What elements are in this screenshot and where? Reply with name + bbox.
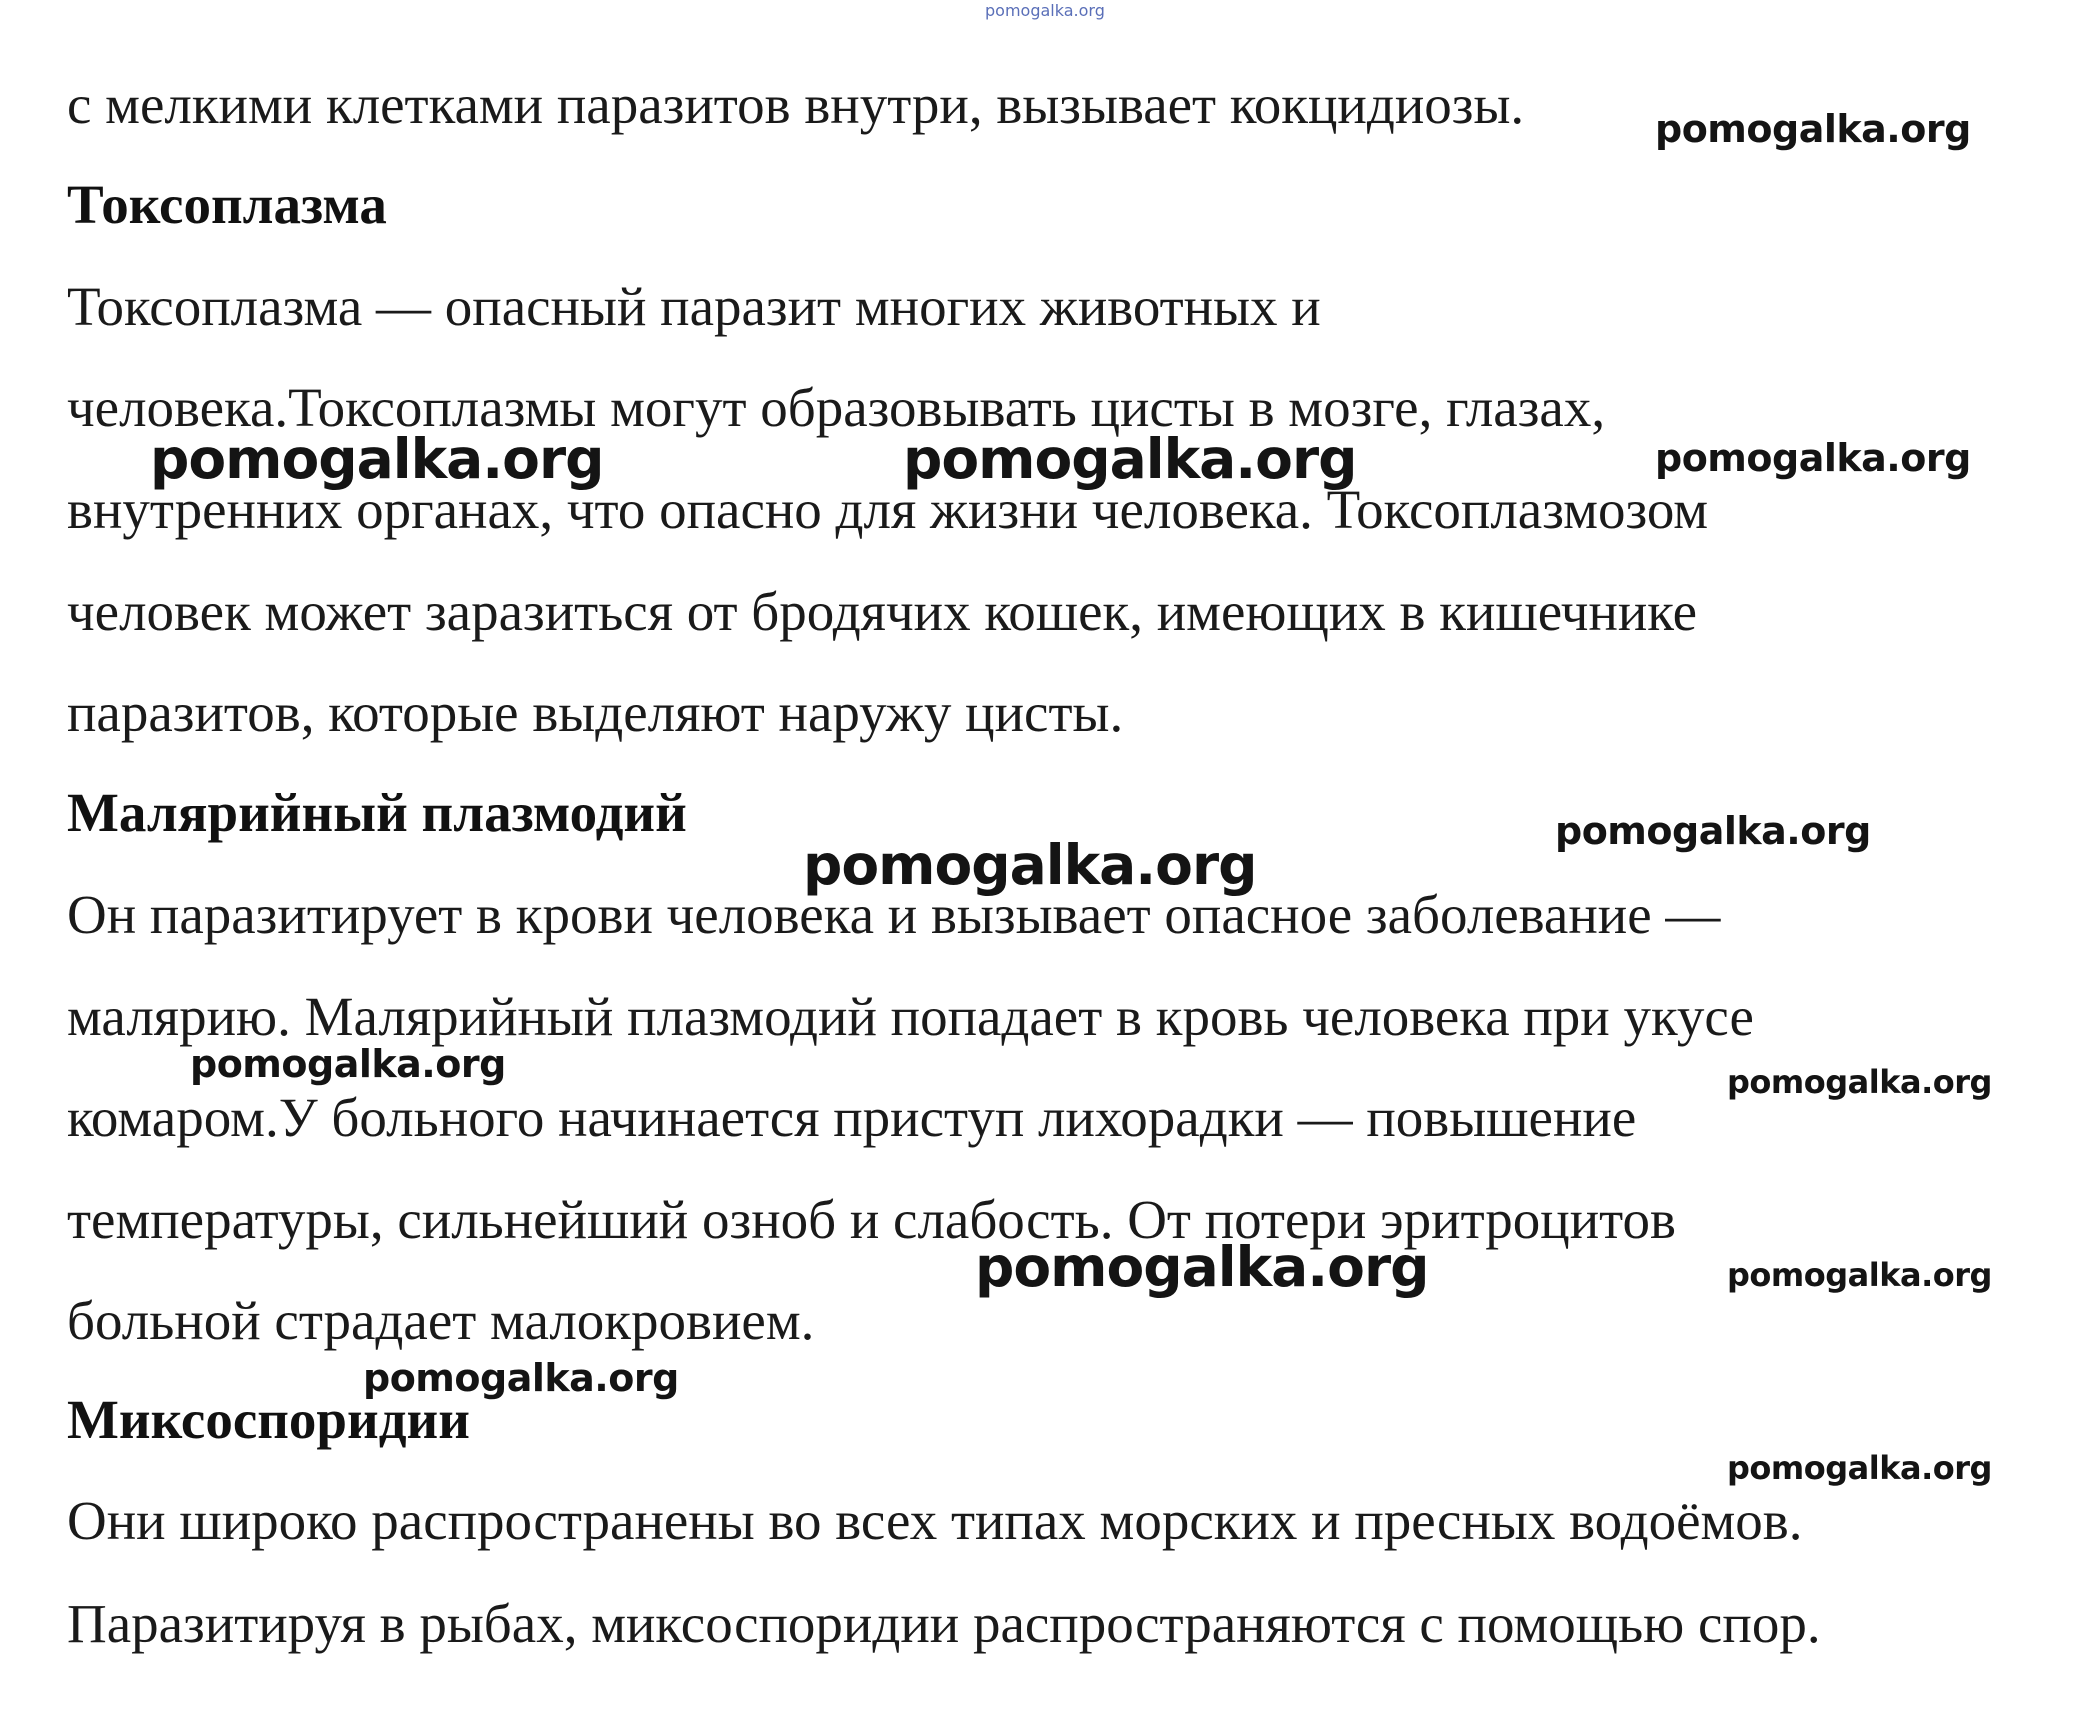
heading-toxoplasma: Токсоплазма bbox=[67, 174, 387, 235]
text-line-8: малярию. Малярийный плазмодий попадает в кровь человека при укусе bbox=[67, 986, 1754, 1047]
watermark: pomogalka.org bbox=[1727, 1256, 1992, 1294]
text-line-4: внутренних органах, что опасно для жизни человека. Токсоплазмозом bbox=[67, 479, 1709, 540]
heading-malaria-plasmodium: Малярийный плазмодий bbox=[67, 782, 687, 843]
watermark: pomogalka.org bbox=[975, 1235, 1429, 1299]
text-line-1: с мелкими клетками паразитов внутри, вызывает кокцидиозы. bbox=[67, 74, 1525, 135]
watermark: pomogalka.org bbox=[363, 1356, 679, 1400]
text-line-5: человек может заразиться от бродячих кошек, имеющих в кишечнике bbox=[67, 581, 1698, 642]
watermark: pomogalka.org bbox=[903, 427, 1357, 491]
text-line-12: Они широко распространены во всех типах морских и пресных водоёмов. bbox=[67, 1490, 1803, 1551]
watermark: pomogalka.org bbox=[1655, 107, 1971, 151]
watermark: pomogalka.org bbox=[1727, 1063, 1992, 1101]
watermark-top: pomogalka.org bbox=[985, 1, 1105, 20]
text-line-7: Он паразитирует в крови человека и вызывает опасное заболевание — bbox=[67, 884, 1721, 945]
text-line-9: комаром.У больного начинается приступ лихорадки — повышение bbox=[67, 1087, 1637, 1148]
text-line-6: паразитов, которые выделяют наружу цисты. bbox=[67, 682, 1124, 743]
heading-myxosporidia: Миксоспоридии bbox=[67, 1389, 470, 1450]
text-line-10: температуры, сильнейший озноб и слабость. От потери эритроцитов bbox=[67, 1189, 1676, 1250]
text-line-11: больной страдает малокровием. bbox=[67, 1290, 815, 1351]
text-line-13: Паразитируя в рыбах, миксоспоридии распространяются с помощью спор. bbox=[67, 1593, 1821, 1654]
watermark: pomogalka.org bbox=[1555, 809, 1871, 853]
text-line-2: Токсоплазма — опасный паразит многих животных и bbox=[67, 276, 1321, 337]
watermark: pomogalka.org bbox=[803, 833, 1257, 897]
text-line-3: человека.Токсоплазмы могут образовывать цисты в мозге, глазах, bbox=[67, 377, 1606, 438]
watermark: pomogalka.org bbox=[1727, 1449, 1992, 1487]
watermark: pomogalka.org bbox=[1655, 436, 1971, 480]
watermark: pomogalka.org bbox=[150, 427, 604, 491]
watermark: pomogalka.org bbox=[190, 1042, 506, 1086]
